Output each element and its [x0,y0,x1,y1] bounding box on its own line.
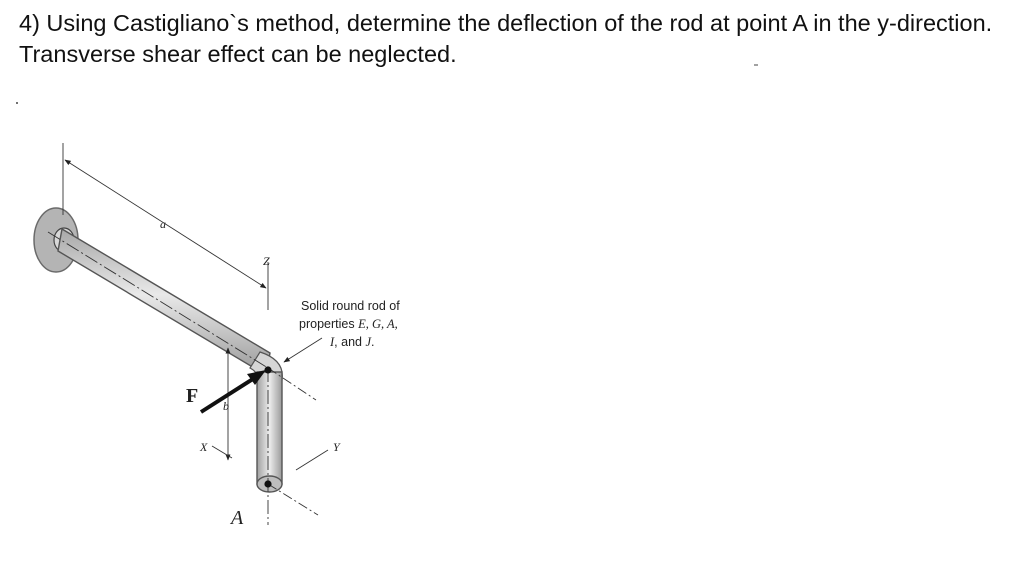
note-line-1: Solid round rod of [301,299,400,313]
problem-statement: 4) Using Castigliano`s method, determine the deflection of the rod at point A in the y-direction. Transverse shear effect can be neglected. [19,10,993,67]
note-period: . [371,335,375,349]
label-b: b [223,399,229,413]
rod-segment-b [257,372,282,484]
label-force: F [186,385,199,407]
note-line-2-prefix: properties [299,317,359,331]
label-a: a [160,217,166,231]
centerline-end-axis [268,484,318,515]
label-y-axis: Y [333,440,340,454]
label-z-axis: Z [263,254,270,268]
x-axis-line [212,446,232,458]
note-var-i: I [330,335,335,349]
rod-properties-note-2 [299,317,398,331]
label-x-axis: X [200,440,208,454]
y-axis-line [296,450,328,470]
note-leader [284,338,322,362]
point-a-marker [264,480,271,487]
note-and: , and [334,335,366,349]
rod-properties-note [301,299,400,313]
rod-properties-note-3 [329,335,375,349]
note-line-2-vars: E, G, A, [358,317,398,331]
point-bend [264,366,271,373]
label-point-a: A [231,507,244,529]
note-var-j: J [365,335,372,349]
stray-dot [16,102,18,104]
rod-segment-a [58,229,270,375]
